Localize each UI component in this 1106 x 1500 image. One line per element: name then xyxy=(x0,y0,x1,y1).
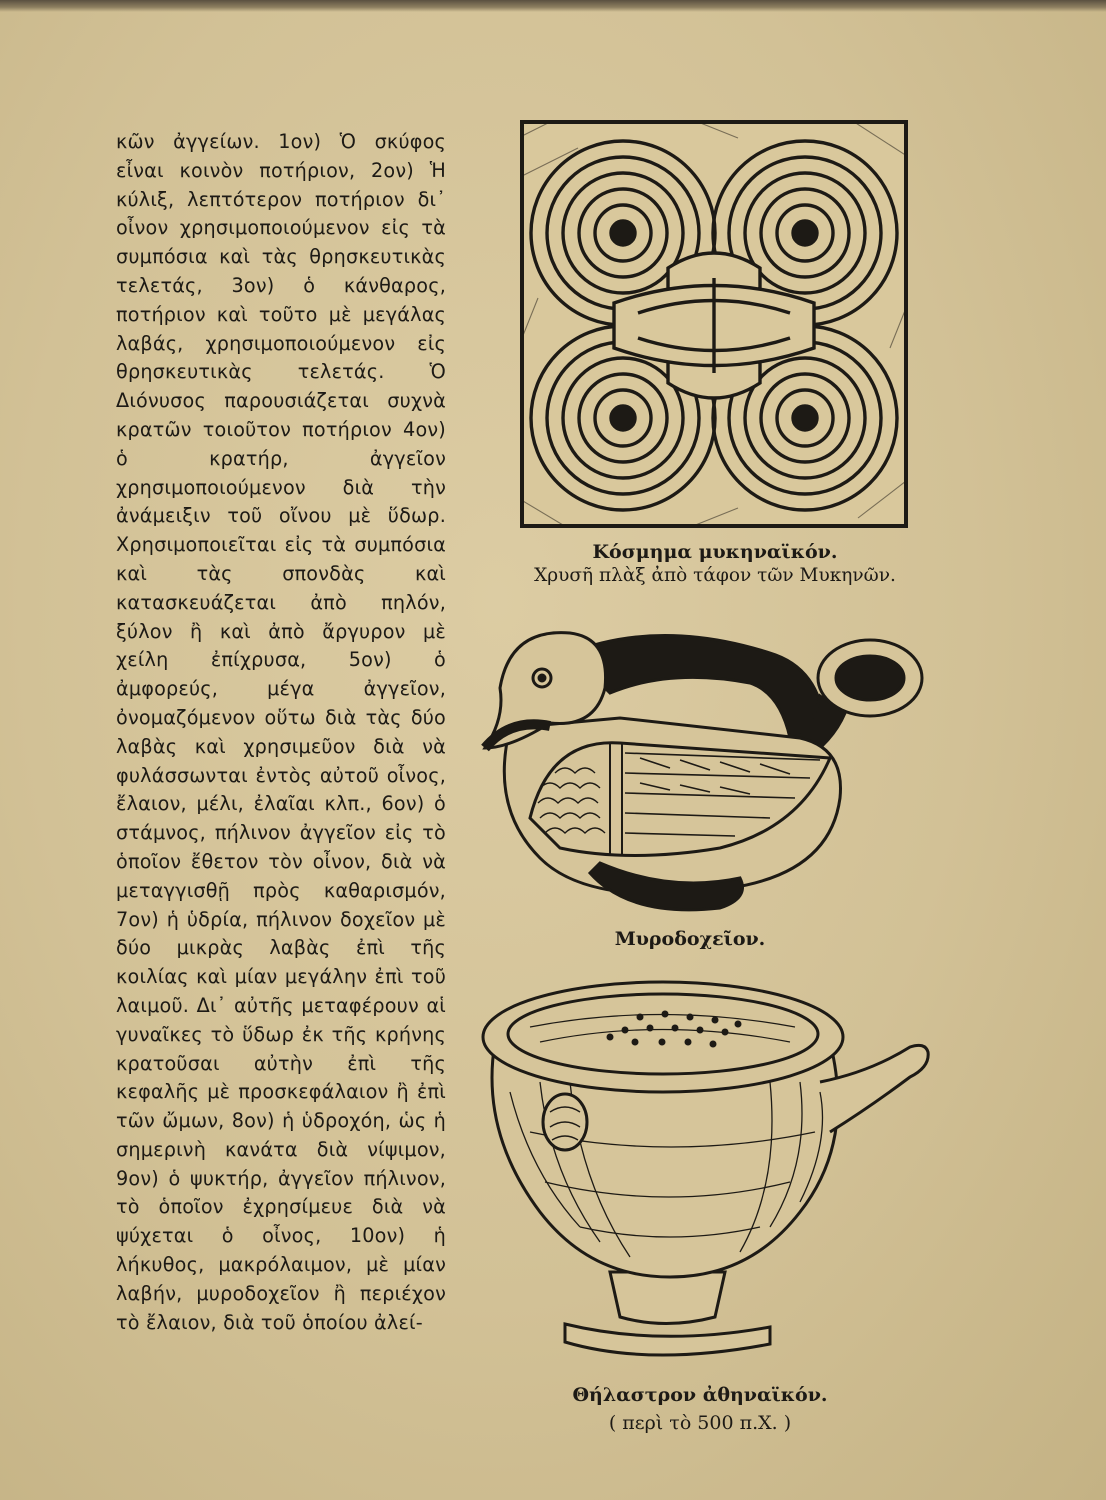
body-paragraph: κῶν ἀγγείων. 1ον) Ὁ σκύφος εἶναι κοινὸν ποτήριον, 2ον) Ἡ κύλιξ, λεπτότερον ποτήριον δι᾽ οἶνον χρησιμοποιούμενον εἰς τὰ συμπόσια καὶ τὰς θρησκευτικὰς τελετάς, 3ον) ὁ κάνθαρος, ποτήριον καὶ τοῦτο μὲ μεγάλας λαβάς, χρησιμοποιούμενον εἰς θρησκευτικὰς τελετάς. Ὁ Διόνυσος παρουσιάζεται συχνὰ κρατῶν τοιοῦτον ποτήριον 4ον) ὁ κρατήρ, ἀγγεῖον χρησιμοποιούμενον διὰ τὴν ἀνάμειξιν τοῦ οἴνου μὲ ὕδωρ. Χρησιμοποιεῖται εἰς τὰ συμπόσια καὶ τὰς σπονδὰς καὶ κατασκευάζεται ἀπὸ πηλόν, ξύλον ἢ καὶ ἀπὸ ἄργυρον μὲ χείλη ἐπίχρυσα, 5ον) ὁ ἀμφορεύς, μέγα ἀγγεῖον, ὀνομαζόμενον οὕτω διὰ τὰς δύο λαβὰς καὶ χρησιμεῦον διὰ νὰ φυλάσσωνται ἐντὸς αὐτοῦ οἶνος, ἔλαιον, μέλι, ἐλαῖαι κλπ., 6ον) ὁ στάμνος, πήλινον ἀγγεῖον εἰς τὸ ὁποῖον ἔθετον τὸν οἶνον, διὰ νὰ μεταγγισθῇ πρὸς καθαρισμόν, 7ον) ἡ ὑδρία, πήλινον δοχεῖον μὲ δύο μικρὰς λαβὰς ἐπὶ τῆς κοιλίας καὶ μίαν μεγάλην ἐπὶ τοῦ λαιμοῦ. Δι᾽ αὐτῆς μεταφέρουν αἱ γυναῖκες τὸ ὕδωρ ἐκ τῆς κρήνης κρατοῦσαι αὐτὴν ἐπὶ τῆς κεφαλῆς μὲ προσκεφάλαιον ἢ ἐπὶ τῶν ὤμων, 8ον) ἡ ὑδροχόη, ὡς ἡ σημερινὴ κανάτα διὰ νίψιμον, 9ον) ὁ ψυκτήρ, ἀγγεῖον πήλινον, τὸ ὁποῖον ἐχρησίμευε διὰ νὰ ψύχεται ὁ οἶνος, 10ον) ἡ λήκυθος, μακρόλαιμον, μὲ μίαν λαβήν, μυροδοχεῖον ἢ περιέχον τὸ ἔλαιον, διὰ τοῦ ὁποίου ἀλεί- xyxy=(116,130,446,1334)
perfume-vessel-figure xyxy=(470,608,940,923)
feeding-vessel-drawing xyxy=(470,972,960,1372)
strainer-caption xyxy=(520,1384,880,1434)
ornament-title: Κόσμημα μυκηναϊκόν. xyxy=(592,541,838,563)
text-column xyxy=(116,128,446,1337)
ornament-subtitle: Χρυσῆ πλὰξ ἀπὸ τάφον τῶν Μυκηνῶν. xyxy=(534,565,896,586)
strainer-title: Θήλαστρον ἀθηναϊκόν. xyxy=(572,1384,828,1406)
mycenaean-ornament-figure xyxy=(518,118,910,538)
perfume-vessel-caption xyxy=(560,928,820,950)
ornament-caption xyxy=(500,541,930,586)
page-top-edge xyxy=(0,0,1106,12)
bird-vessel-drawing xyxy=(470,608,940,923)
gold-plaque-drawing xyxy=(518,118,910,538)
perfume-vessel-title: Μυροδοχεῖον. xyxy=(614,928,766,950)
strainer-subtitle: ( περὶ τὸ 500 π.Χ. ) xyxy=(608,1412,792,1434)
strainer-figure xyxy=(470,972,960,1372)
